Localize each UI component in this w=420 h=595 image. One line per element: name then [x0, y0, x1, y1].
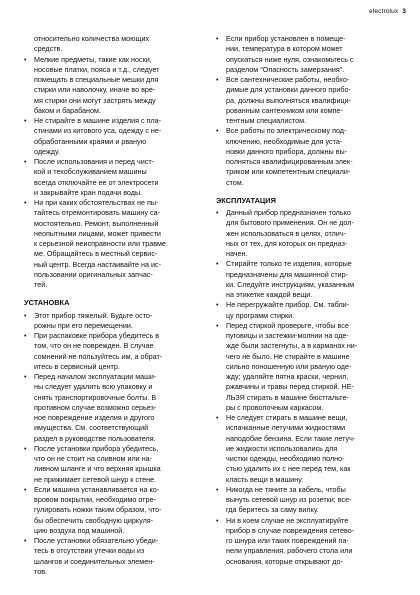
text-line: После установки прибора убедитесь,: [34, 443, 159, 453]
text-line: том, что он не поврежден. В случае: [34, 341, 154, 351]
text-line: цию воздуха под машиной.: [34, 525, 125, 535]
text-line: рованным сантехником или компе-: [226, 105, 343, 115]
text-line: сомнений не пользуйтесь им, а обрат-: [34, 351, 163, 361]
text-line: стирки или наволочку, иначе во вре-: [34, 85, 156, 95]
bullet-item: [216, 75, 390, 126]
text-line: чего не было. Не стирайте в машине: [226, 351, 350, 361]
bullet-item: [216, 34, 390, 75]
bullet-marker: •: [216, 300, 219, 310]
text-line: носовые платки, пояса и т.д., следует: [34, 64, 160, 74]
text-line: При распаковке прибора убедитесь в: [34, 331, 160, 340]
text-line: ный центр. Всегда настаивайте на ис-: [34, 259, 162, 269]
text-line: нии, температура в котором может: [226, 44, 343, 54]
text-line: Все работы по электрическому под-: [226, 126, 347, 136]
text-line: ра, должны выполняться квалифици-: [226, 95, 351, 105]
bullet-marker: •: [24, 536, 27, 545]
text-line: ржавчины и травы перед стиркой. НЕ-: [226, 382, 354, 392]
bullet-marker: •: [24, 484, 27, 494]
bullet-marker: •: [216, 515, 219, 525]
text-line: ЛЬЗЯ стирать в машине бюстгальте-: [226, 392, 349, 402]
page-header: [369, 8, 406, 15]
bullet-marker: •: [24, 443, 27, 453]
continued-text: [24, 34, 198, 55]
text-line: обработанными краями и рваную: [34, 136, 147, 146]
text-line: гда беритесь за саму вилку.: [226, 505, 319, 515]
text-line: сильно поношенную или рваную оде-: [226, 361, 352, 371]
text-line: тов.: [34, 566, 48, 576]
text-line: жду; удаляйте пятна краски, чернил,: [226, 372, 349, 381]
text-line: цу программ стирки.: [226, 310, 295, 320]
text-line: наподобие бензина. Если такие летуч-: [226, 433, 356, 443]
text-line: основания, которые открывают до-: [226, 556, 343, 566]
text-line: начен.: [226, 249, 248, 258]
bullet-marker: •: [216, 259, 219, 269]
text-line: тесь в отсутствии утечки воды из: [34, 546, 145, 556]
text-line: к серьезной неисправности или травме.: [34, 239, 168, 248]
text-line: помещать в специальные мешки для: [34, 75, 159, 84]
bullet-item: [24, 55, 198, 117]
text-line: противном случае возможно серьез-: [34, 402, 157, 412]
text-line: предназначены для машинной стир-: [226, 269, 349, 279]
text-line: тайтесь отремонтировать машину са-: [34, 208, 160, 218]
text-line: Не следует стирать в машине вещи,: [226, 413, 348, 422]
text-line: итесь в сервисный центр.: [34, 361, 120, 371]
section-heading: УСТАНОВКА: [24, 298, 70, 308]
bullet-item: [24, 157, 198, 198]
bullet-marker: •: [24, 198, 27, 207]
text-line: опускаться ниже нуля, ознакомьтесь с: [226, 54, 354, 64]
text-line: баком и барабаном.: [34, 105, 101, 115]
text-line: Перед началом эксплуатации маши-: [34, 372, 157, 381]
bullet-marker: •: [24, 116, 27, 125]
text-line: Не стирайте в машине изделия с пла-: [34, 116, 162, 125]
bullet-marker: •: [24, 331, 27, 340]
bullet-item: [216, 300, 390, 321]
section-heading: ЭКСПЛУАТАЦИЯ: [216, 195, 276, 205]
text-line: стью удалить их с нее перед тем, как: [226, 464, 351, 474]
bullet-item: [216, 208, 390, 259]
text-line: класть вещи в машину.: [226, 474, 304, 484]
text-line: тентным специалистом.: [226, 116, 307, 125]
text-line: снять транспортировочные болты. В: [34, 392, 157, 402]
text-line: испачканные летучими жидкостями: [226, 423, 346, 433]
text-line: пуговицы и застежки-молнии на оде-: [226, 331, 349, 340]
bullet-item: [216, 516, 390, 567]
text-line: ных от тех, для которых он предназ-: [226, 238, 348, 248]
text-line: мостоятельно. Ремонт, выполненный: [34, 218, 159, 228]
text-line: триком или компетентным специали-: [226, 167, 351, 177]
text-line: ры с проволочным каркасом.: [226, 402, 324, 412]
text-line: Мелкие предметы, такие как носки,: [34, 54, 152, 64]
text-line: рожны при его перемещении.: [34, 320, 133, 330]
bullet-marker: •: [216, 34, 219, 43]
text-line: Стирайте только те изделия, которые: [226, 259, 352, 269]
bullet-item: [24, 311, 198, 332]
text-line: что он не стоит на сливном или на-: [34, 454, 153, 463]
text-line: После установки обязательно убеди-: [34, 536, 159, 545]
bullet-item: [24, 485, 198, 536]
text-line: ливном шланге и что верхняя крышка: [34, 464, 161, 474]
text-line: разделом "Опасность замерзания".: [226, 64, 345, 74]
bullet-item: [216, 413, 390, 485]
brand-name: electrolux: [369, 8, 399, 15]
text-line: вровом покрытии, необходимо отре-: [34, 495, 156, 504]
text-line: бы обеспечить свободную циркуля-: [34, 515, 154, 525]
text-line: ки. Следуйте инструкциям, указанным: [226, 279, 355, 289]
text-line: жде были застегнуты, а в карманах ни-: [226, 341, 358, 351]
bullet-item: [216, 321, 390, 413]
text-line: и закрывайте кран подачи воды.: [34, 187, 143, 197]
bullet-marker: •: [216, 75, 219, 84]
text-line: Не перегружайте прибор. См. табли-: [226, 300, 350, 310]
text-line: раздел в руководстве пользователя.: [34, 433, 156, 443]
text-line: Ни при каких обстоятельствах не пы-: [34, 198, 159, 207]
bullet-marker: •: [24, 310, 27, 320]
bullet-item: [24, 536, 198, 577]
text-line: ное повреждение изделия и другого: [34, 413, 155, 422]
bullet-item: [24, 331, 198, 372]
bullet-marker: •: [216, 484, 219, 494]
text-line: средств.: [34, 44, 63, 54]
text-line: пользовании оригинальных запчас-: [34, 269, 153, 279]
text-line: После использования и перед чист-: [34, 157, 155, 166]
text-line: шлангов и соединительных элемен-: [34, 556, 155, 566]
bullet-item: [24, 116, 198, 157]
text-line: ие жидкости использовались для: [226, 443, 338, 453]
text-line: жен использоваться в целях, отлич-: [226, 228, 346, 238]
text-line: нели управления, рабочего стола или: [226, 546, 353, 556]
text-line: Ни в коем случае не эксплуатируйте: [226, 515, 349, 525]
text-line: чистки одежды, необходимо полно-: [226, 454, 345, 463]
text-line: одежду.: [34, 146, 60, 156]
text-line: Если прибор установлен в помеще-: [226, 34, 346, 43]
text-line: имущества. См. соответствующий: [34, 423, 149, 433]
text-line: не прижимает сетевой шнур к стене.: [34, 474, 157, 484]
text-line: кой и техобслуживанием машины: [34, 167, 147, 177]
bullet-marker: •: [216, 413, 219, 422]
text-line: вынуть сетевой шнур из розетки; все-: [226, 495, 352, 504]
right-column: [216, 34, 390, 567]
bullet-marker: •: [216, 320, 219, 330]
bullet-marker: •: [216, 126, 219, 136]
bullet-item: [216, 259, 390, 300]
text-line: Перед стиркой проверьте, чтобы все: [226, 320, 349, 330]
page-number: 3: [402, 8, 406, 15]
bullet-marker: •: [24, 157, 27, 166]
text-line: ны следует удалить всю упаковку и: [34, 382, 153, 392]
text-line: полняться квалифицированным элек-: [226, 157, 353, 166]
bullet-item: [216, 126, 390, 188]
bullet-marker: •: [24, 54, 27, 64]
bullet-item: [24, 198, 198, 290]
text-line: всегда отключайте ее от электросети: [34, 177, 159, 187]
text-line: Все сантехнические работы, необхо-: [226, 75, 350, 84]
text-line: на этикетке каждой вещи.: [226, 290, 313, 299]
text-line: димые для установки данного прибо-: [226, 85, 351, 95]
text-line: ключению, необходимые для уста-: [226, 136, 343, 146]
text-line: го шнура или таких повреждений па-: [226, 536, 349, 545]
bullet-item: [24, 372, 198, 444]
bullet-item: [24, 444, 198, 485]
text-line: новки данного прибора, должны вы-: [226, 146, 348, 156]
text-line: для бытового применения. Он не дол-: [226, 218, 354, 228]
bullet-marker: •: [24, 372, 27, 381]
text-line: гулировать ножки таким образом, что-: [34, 505, 162, 515]
text-line: стинами из китового уса, одежду с не-: [34, 126, 162, 136]
text-line: Этот прибор тяжелый. Будьте осто-: [34, 310, 153, 320]
text-line: стом.: [226, 177, 244, 187]
text-line: мя стирки они могут застрять между: [34, 95, 156, 105]
bullet-item: [216, 485, 390, 516]
text-line: Если машина устанавливается на ко-: [34, 484, 160, 494]
text-line: неопытными лицами, может привести: [34, 228, 161, 238]
bullet-marker: •: [216, 208, 219, 217]
left-column: [24, 34, 198, 577]
text-line: Данный прибор предназначен только: [226, 208, 351, 217]
text-line: прибор в случае повреждения сетево-: [226, 525, 355, 535]
text-line: относительно количества моющих: [34, 34, 150, 43]
text-line: Никогда не тяните за кабель, чтобы: [226, 484, 346, 494]
text-line: тей.: [34, 280, 48, 289]
text-line: ме. Обращайтесь в местный сервис-: [34, 249, 158, 259]
